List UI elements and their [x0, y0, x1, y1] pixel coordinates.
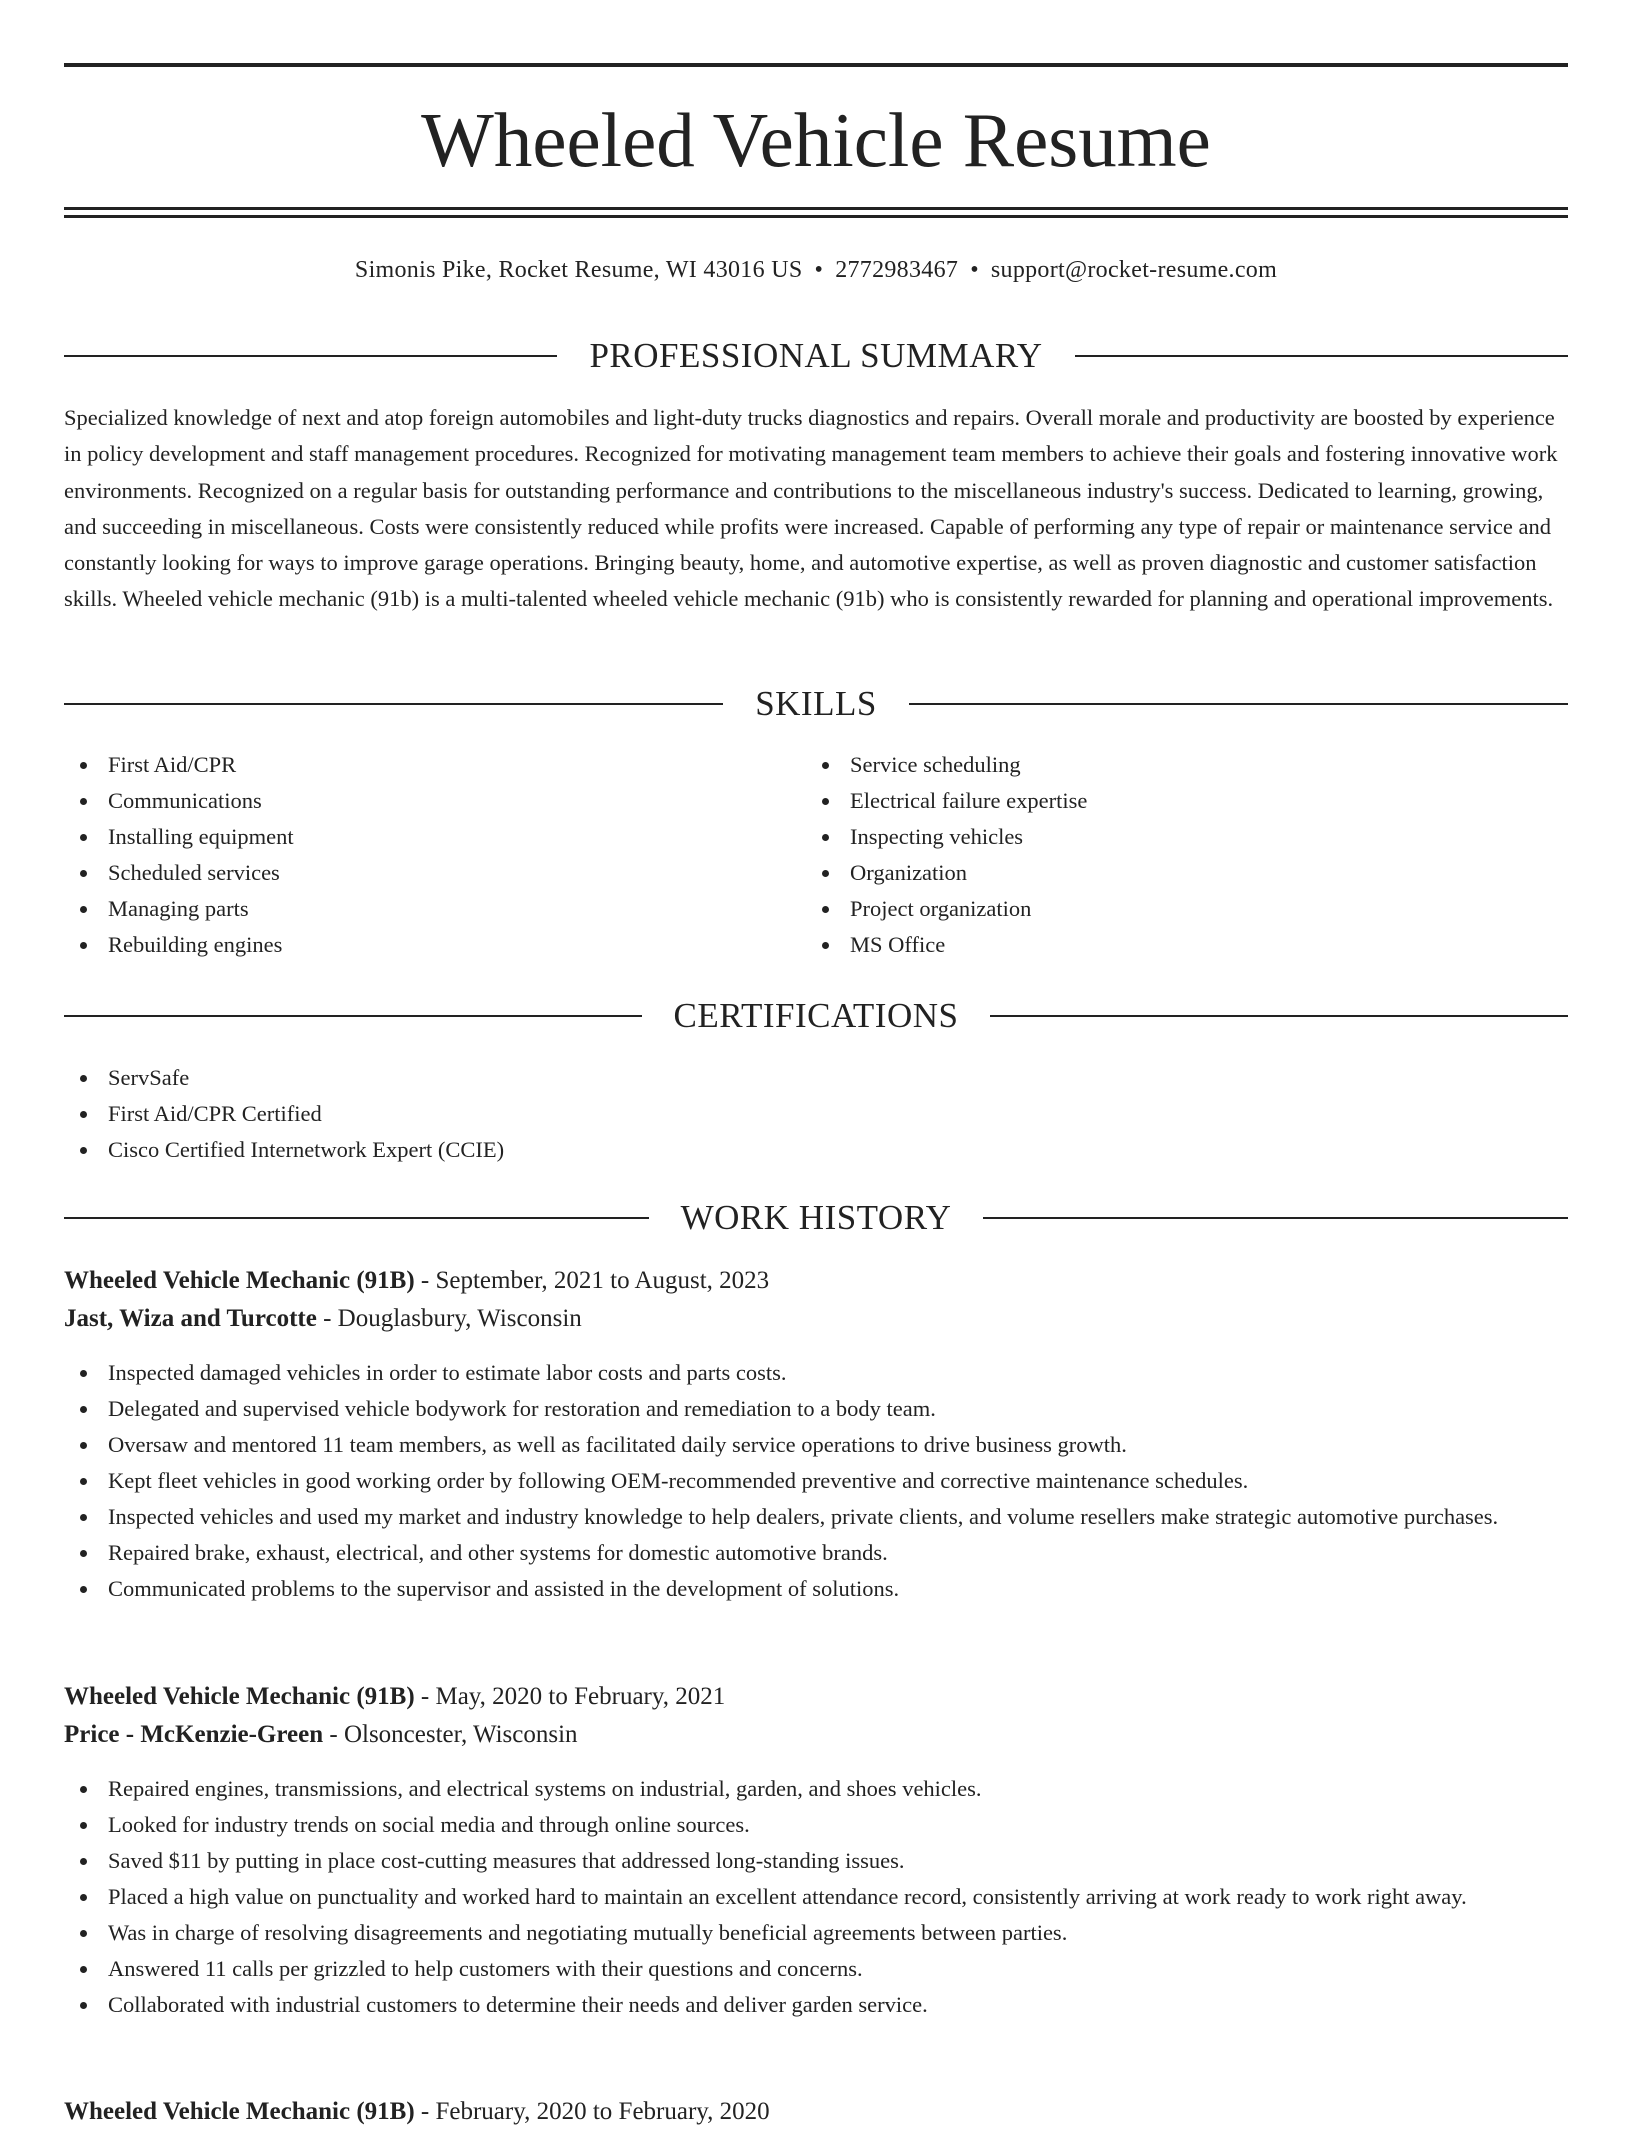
job-location: - Olsoncester, Wisconsin: [323, 1721, 578, 1748]
skill-item: Managing parts: [64, 891, 764, 927]
contact-phone: 2772983467: [835, 257, 959, 283]
heading-rule-right: [990, 1015, 1568, 1017]
job-duty-item: Repaired brake, exhaust, electrical, and other systems for domestic automotive brands.: [64, 1535, 1568, 1571]
job-duty-item: Kept fleet vehicles in good working order by following OEM-recommended preventive and corrective maintenance schedules.: [64, 1463, 1568, 1499]
job-duty-item: Inspected damaged vehicles in order to estimate labor costs and parts costs.: [64, 1355, 1568, 1391]
skill-item: Project organization: [806, 891, 1506, 927]
summary-heading-text: PROFESSIONAL SUMMARY: [589, 336, 1043, 375]
job-title-line: [64, 1262, 1568, 1300]
job-duties-list: [64, 1355, 1568, 1607]
skill-item: Service scheduling: [806, 747, 1506, 783]
contact-line: [64, 252, 1568, 288]
certification-item: First Aid/CPR Certified: [64, 1096, 1568, 1132]
job-location: - Douglasbury, Wisconsin: [316, 1305, 582, 1332]
resume-title: Wheeled Vehicle Resume: [421, 97, 1211, 183]
job-duty-item: Collaborated with industrial customers to determine their needs and deliver garden service.: [64, 1987, 1568, 2023]
job-company-line: [64, 1300, 1568, 1338]
heading-rule-left: [64, 1217, 649, 1219]
heading-rule-left: [64, 355, 557, 357]
skill-item: MS Office: [806, 927, 1506, 963]
job-company: Price - McKenzie-Green: [64, 1721, 324, 1748]
heading-rule-right: [983, 1217, 1568, 1219]
heading-rule-left: [64, 703, 723, 705]
job-title: Wheeled Vehicle Mechanic (91B): [64, 1267, 415, 1294]
heading-rule-left: [64, 1015, 642, 1017]
skills-heading-text: SKILLS: [755, 684, 877, 723]
certifications-list: [64, 1060, 1568, 1168]
heading-rule-right: [909, 703, 1568, 705]
work-history-heading-text: WORK HISTORY: [680, 1198, 952, 1237]
skill-item: Installing equipment: [64, 819, 764, 855]
skills-heading: [64, 682, 1568, 726]
skill-item: First Aid/CPR: [64, 747, 764, 783]
job-duty-item: Communicated problems to the supervisor and assisted in the development of solutions.: [64, 1571, 1568, 1607]
job-title-line: [64, 2093, 1568, 2131]
skill-item: Electrical failure expertise: [806, 783, 1506, 819]
job-title-line: [64, 1678, 1568, 1716]
job-title: Wheeled Vehicle Mechanic (91B): [64, 2098, 415, 2125]
certification-item: Cisco Certified Internetwork Expert (CCIE): [64, 1132, 1568, 1168]
skill-item: Organization: [806, 855, 1506, 891]
job-duty-item: Delegated and supervised vehicle bodywork for restoration and remediation to a body team.: [64, 1391, 1568, 1427]
certification-item: ServSafe: [64, 1060, 1568, 1096]
job-duty-item: Looked for industry trends on social media and through online sources.: [64, 1807, 1568, 1843]
skills-list-left: [64, 747, 764, 963]
skills-list-right: [806, 747, 1506, 963]
skill-item: Scheduled services: [64, 855, 764, 891]
contact-email: support@rocket-resume.com: [990, 257, 1278, 283]
job-dates: - May, 2020 to February, 2021: [414, 1683, 726, 1710]
certifications-heading-text: CERTIFICATIONS: [673, 996, 959, 1035]
job-company-line: [64, 1716, 1568, 1754]
work-history-heading: [64, 1196, 1568, 1240]
job-title: Wheeled Vehicle Mechanic (91B): [64, 1683, 415, 1710]
skill-item: Rebuilding engines: [64, 927, 764, 963]
title-double-rule: [64, 207, 1568, 218]
job-dates: - February, 2020 to February, 2020: [414, 2098, 770, 2125]
job-duty-item: Inspected vehicles and used my market and industry knowledge to help dealers, private clients, and volume resellers make strategic automotive purchases.: [64, 1499, 1568, 1535]
job-duty-item: Repaired engines, transmissions, and electrical systems on industrial, garden, and shoes vehicles.: [64, 1771, 1568, 1807]
skill-item: Communications: [64, 783, 764, 819]
job-duty-item: Oversaw and mentored 11 team members, as well as facilitated daily service operations to drive business growth.: [64, 1427, 1568, 1463]
contact-address: Simonis Pike, Rocket Resume, WI 43016 US: [354, 257, 803, 283]
contact-separator: •: [814, 257, 824, 283]
summary-text: Specialized knowledge of next and atop foreign automobiles and light-duty trucks diagnostics and repairs. Overall morale and productivity are boosted by experience in policy development and staff management procedures. Recognized for motivating management team members to achieve their goals and fostering innovative work environments. Recognized on a regular basis for outstanding performance and contributions to the miscellaneous industry's success. Dedicated to learning, growing, and succeeding in miscellaneous. Costs were consistently reduced while profits were increased. Capable of performing any type of repair or maintenance service and constantly looking for ways to improve garage operations. Bringing beauty, home, and automotive expertise, as well as proven diagnostic and customer satisfaction skills. Wheeled vehicle mechanic (91b) is a multi-talented wheeled vehicle mechanic (91b) who is consistently rewarded for planning and operational improvements.: [64, 405, 1558, 612]
job-duty-item: Placed a high value on punctuality and worked hard to maintain an excellent attendance record, consistently arriving at work ready to work right away.: [64, 1879, 1568, 1915]
heading-rule-right: [1075, 355, 1568, 357]
contact-separator: •: [970, 257, 979, 283]
summary-heading: [64, 334, 1568, 378]
job-dates: - September, 2021 to August, 2023: [414, 1267, 770, 1294]
job-duties-list: [64, 1771, 1568, 2023]
job-duty-item: Answered 11 calls per grizzled to help customers with their questions and concerns.: [64, 1951, 1568, 1987]
job-duty-item: Saved $11 by putting in place cost-cutting measures that addressed long-standing issues.: [64, 1843, 1568, 1879]
job-company: Jast, Wiza and Turcotte: [64, 1305, 317, 1332]
job-duty-item: Was in charge of resolving disagreements and negotiating mutually beneficial agreements between parties.: [64, 1915, 1568, 1951]
top-rule: [64, 63, 1568, 67]
skill-item: Inspecting vehicles: [806, 819, 1506, 855]
certifications-heading: [64, 994, 1568, 1038]
